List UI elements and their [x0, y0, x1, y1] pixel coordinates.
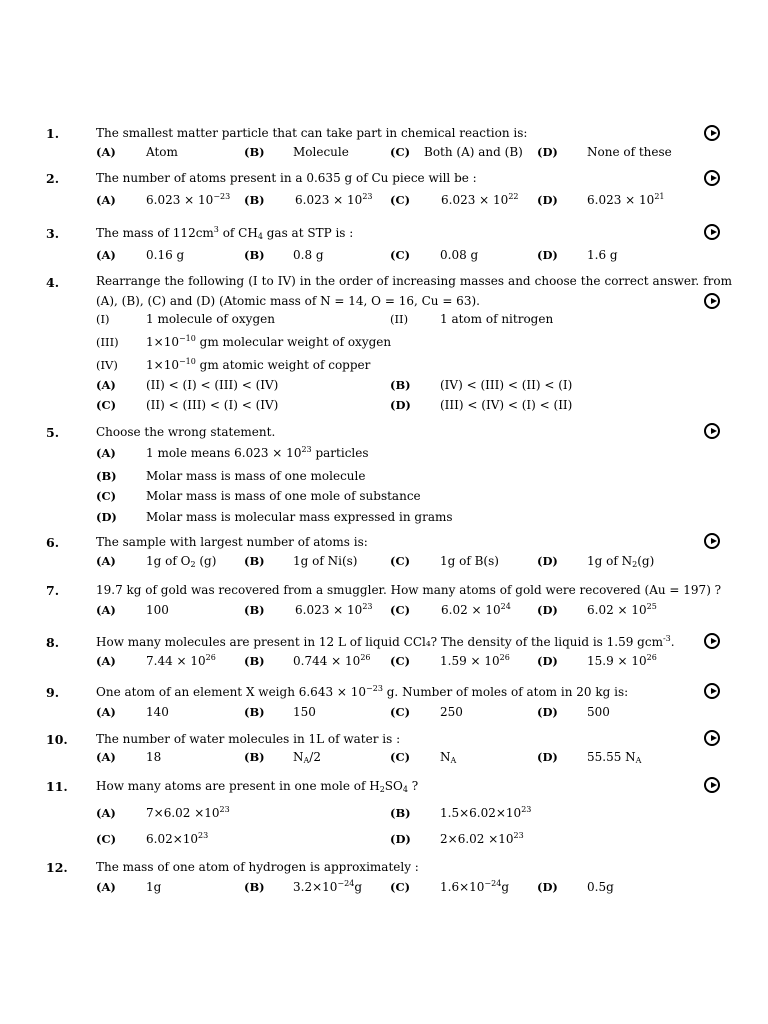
options-row [0, 554, 768, 574]
option-d[interactable]: (III) < (IV) < (I) < (II) [440, 398, 573, 412]
question-stem: How many molecules are present in 12 L of liquid CCl₄? The density of the liquid is 1.59 gcm$^{-3}$. [96, 634, 675, 649]
option-label: (B) [244, 554, 265, 568]
question-stem: Rearrange the following (I to IV) in the order of increasing masses and choose the correct answer. from (A), (B), (C) and (D) (Atomic mass of N = 14, O = 16, Cu = 63). [96, 274, 732, 308]
question-number: 1. [46, 126, 60, 141]
option-c[interactable]: (II) < (III) < (I) < (IV) [146, 398, 279, 412]
option-d[interactable]: None of these [587, 145, 672, 159]
option-b[interactable]: (IV) < (III) < (II) < (I) [440, 378, 573, 392]
option-c[interactable]: $6.02\times 10^{23}$ [146, 831, 209, 846]
option-label: (C) [96, 398, 117, 412]
option-label: (C) [96, 832, 117, 846]
play-video-icon[interactable] [704, 633, 720, 649]
option-label: (A) [96, 750, 116, 764]
option-label: (C) [96, 489, 117, 503]
question-number: 7. [46, 583, 60, 598]
option-a[interactable]: 1 mole means $6.023 \times 10^{23}$ particles [146, 445, 369, 460]
option-a[interactable]: (II) < (I) < (III) < (IV) [146, 378, 279, 392]
item-text: $1\times 10^{-10}$ gm atomic weight of copper [146, 357, 371, 372]
option-label: (D) [537, 750, 558, 764]
options-row [0, 705, 768, 725]
option-label: (C) [390, 248, 411, 262]
option-label: (A) [96, 705, 116, 719]
option-a[interactable]: 0.16 g [146, 248, 185, 262]
option-label: (B) [244, 145, 265, 159]
question-number: 5. [46, 425, 60, 440]
option-label: (B) [244, 750, 265, 764]
option-label: (C) [390, 193, 411, 207]
question-number: 8. [46, 635, 60, 650]
option-c[interactable]: $1.59 \times 10^{26}$ [440, 653, 510, 668]
option-a[interactable]: $7.44 \times 10^{26}$ [146, 653, 216, 668]
option-d[interactable]: 500 [587, 705, 610, 719]
option-label: (D) [537, 554, 558, 568]
option-b[interactable]: Molar mass is mass of one molecule [146, 469, 366, 483]
option-a[interactable]: $7\times 6.02 \times 10^{23}$ [146, 805, 230, 820]
question-stem: One atom of an element X weigh $6.643 \times 10^{-23}$ g. Number of moles of atom in 20 kg is: [96, 684, 629, 699]
option-label: (A) [96, 654, 116, 668]
option-label: (B) [244, 880, 265, 894]
question-number: 2. [46, 171, 60, 186]
option-label: (A) [96, 554, 116, 568]
option-label: (C) [390, 705, 411, 719]
option-label: (D) [537, 603, 558, 617]
option-label: (B) [96, 469, 117, 483]
option-label: (B) [244, 603, 265, 617]
question-stem: Choose the wrong statement. [96, 425, 276, 439]
play-video-icon[interactable] [704, 777, 720, 793]
option-b[interactable]: 0.8 g [293, 248, 324, 262]
option-c[interactable]: $1.6\times 10^{-24}g$ [440, 879, 509, 894]
option-b[interactable]: 150 [293, 705, 316, 719]
option-d[interactable]: $6.023 \times 10^{21}$ [587, 192, 665, 207]
option-d[interactable]: 0.5g [587, 880, 614, 894]
option-c[interactable]: 0.08 g [440, 248, 479, 262]
option-label: (A) [96, 603, 116, 617]
items-row [0, 312, 768, 332]
question-stem: The sample with largest number of atoms is: [96, 535, 368, 549]
options-row [0, 654, 768, 674]
option-label: (D) [537, 145, 558, 159]
option-c[interactable]: $6.02 \times 10^{24}$ [441, 602, 511, 617]
play-video-icon[interactable] [704, 683, 720, 699]
option-label: (C) [390, 603, 411, 617]
option-label: (D) [537, 654, 558, 668]
item-text: $1\times 10^{-10}$ gm molecular weight of oxygen [146, 334, 392, 349]
item-label: (III) [96, 335, 119, 349]
option-d[interactable]: 1.6 g [587, 248, 618, 262]
option-label: (B) [390, 378, 411, 392]
play-video-icon[interactable] [704, 730, 720, 746]
item-label: (I) [96, 312, 110, 326]
play-video-icon[interactable] [704, 170, 720, 186]
question-stem: The smallest matter particle that can take part in chemical reaction is: [96, 126, 528, 140]
options-row [0, 806, 768, 826]
option-b[interactable]: $1.5\times 6.02\times 10^{23}$ [440, 805, 532, 820]
option-label: (C) [390, 654, 411, 668]
question-number: 9. [46, 685, 60, 700]
options-row [0, 510, 768, 530]
option-label: (A) [96, 378, 116, 392]
option-label: (A) [96, 806, 116, 820]
option-d[interactable]: $2\times 6.02 \times 10^{23}$ [440, 831, 524, 846]
option-c[interactable]: $N_A$ [440, 750, 457, 765]
options-row [0, 750, 768, 770]
options-row [0, 489, 768, 509]
option-b[interactable]: $0.744 \times 10^{26}$ [293, 653, 371, 668]
option-d[interactable]: Molar mass is molecular mass expressed in grams [146, 510, 453, 524]
option-label: (D) [390, 832, 411, 846]
question-number: 3. [46, 226, 60, 241]
options-row [0, 832, 768, 852]
question-stem: The mass of $112cm^3$ of $CH_4$ gas at STP is : [96, 225, 354, 241]
options-row [0, 248, 768, 268]
items-row [0, 335, 768, 355]
option-label: (C) [390, 880, 411, 894]
option-a[interactable]: $6.023 \times 10^{-23}$ [146, 192, 231, 207]
option-label: (B) [244, 248, 265, 262]
options-row [0, 398, 768, 418]
question-stem: How many atoms are present in one mole of $H_2SO_4$ ? [96, 779, 419, 794]
item-text: 1 molecule of oxygen [146, 312, 275, 326]
options-row [0, 193, 768, 213]
option-label: (B) [390, 806, 411, 820]
option-label: (B) [244, 193, 265, 207]
option-b[interactable]: 1g of Ni(s) [293, 554, 358, 568]
play-video-icon[interactable] [704, 125, 720, 141]
options-row [0, 469, 768, 489]
play-video-icon[interactable] [704, 423, 720, 439]
option-label: (D) [96, 510, 117, 524]
option-c[interactable]: $6.023 \times 10^{22}$ [441, 192, 519, 207]
play-video-icon[interactable] [704, 224, 720, 240]
option-c[interactable]: 250 [440, 705, 463, 719]
options-row [0, 880, 768, 900]
option-label: (D) [390, 398, 411, 412]
options-row [0, 446, 768, 466]
question-number: 12. [46, 860, 68, 875]
option-a[interactable]: 1g of $O_2$ (g) [146, 554, 217, 569]
item-label: (II) [390, 312, 409, 326]
option-label: (D) [537, 248, 558, 262]
question-number: 10. [46, 732, 68, 747]
question-stem: The number of atoms present in a 0.635 g of Cu piece will be : [96, 171, 477, 185]
options-row [0, 145, 768, 165]
option-label: (B) [244, 705, 265, 719]
option-label: (C) [390, 554, 411, 568]
option-label: (A) [96, 145, 116, 159]
option-label: (B) [244, 654, 265, 668]
option-label: (A) [96, 193, 116, 207]
option-d[interactable]: $6.02 \times 10^{25}$ [587, 602, 657, 617]
question-number: 4. [46, 275, 60, 290]
option-c[interactable]: 1g of B(s) [440, 554, 499, 568]
items-row [0, 358, 768, 378]
item-text: 1 atom of nitrogen [440, 312, 554, 326]
item-label: (IV) [96, 358, 118, 372]
question-number: 11. [46, 779, 68, 794]
option-c[interactable]: Both (A) and (B) [424, 145, 523, 159]
options-row [0, 378, 768, 398]
option-b[interactable]: Molecule [293, 145, 349, 159]
option-b[interactable]: $3.2\times 10^{-24}g$ [293, 879, 362, 894]
options-row [0, 603, 768, 623]
option-label: (D) [537, 193, 558, 207]
option-d[interactable]: 55.55 $N_A$ [587, 750, 642, 765]
option-d[interactable]: 1g of $N_2(g)$ [587, 554, 655, 569]
option-a[interactable]: 1g [146, 880, 162, 894]
question-stem: The mass of one atom of hydrogen is approximately : [96, 860, 419, 874]
option-a[interactable]: 18 [146, 750, 162, 764]
option-a[interactable]: 140 [146, 705, 169, 719]
play-video-icon[interactable] [704, 293, 720, 309]
question-stem: 19.7 kg of gold was recovered from a smuggler. How many atoms of gold were recovered (Au = 197) ? [96, 583, 722, 597]
option-label: (A) [96, 248, 116, 262]
option-label: (A) [96, 446, 116, 460]
option-label: (A) [96, 880, 116, 894]
option-a[interactable]: Atom [146, 145, 178, 159]
option-label: (D) [537, 705, 558, 719]
option-label: (D) [537, 880, 558, 894]
option-c[interactable]: Molar mass is mass of one mole of substance [146, 489, 421, 503]
option-b[interactable]: $6.023 \times 10^{23}$ [295, 192, 373, 207]
option-b[interactable]: $6.023 \times 10^{23}$ [295, 602, 373, 617]
option-label: (C) [390, 145, 411, 159]
option-b[interactable]: $N_A/2$ [293, 750, 321, 765]
play-video-icon[interactable] [704, 533, 720, 549]
option-label: (C) [390, 750, 411, 764]
question-stem: The number of water molecules in 1L of water is : [96, 732, 401, 746]
question-number: 6. [46, 535, 60, 550]
option-d[interactable]: $15.9 \times 10^{26}$ [587, 653, 657, 668]
option-a[interactable]: 100 [146, 603, 169, 617]
